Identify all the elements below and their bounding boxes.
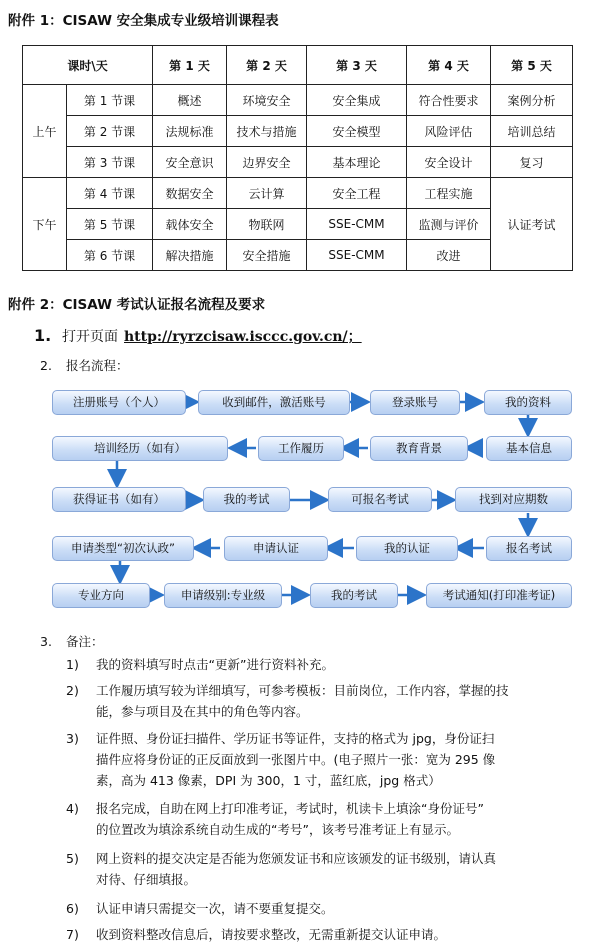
attachment-1-title: 附件 1：CISAW 安全集成专业级培训课程表	[8, 13, 279, 29]
table-cell: 风险评估	[407, 116, 491, 147]
step-label: 打开页面	[62, 329, 118, 345]
note-text	[96, 898, 600, 919]
note-item	[40, 924, 588, 945]
period-label: 第 5 节课	[67, 209, 153, 240]
table-cell: 复习	[491, 147, 573, 178]
table-cell: 数据安全	[153, 178, 227, 209]
flow-step-specialization: 专业方向	[52, 583, 150, 608]
note-number: 7)	[66, 927, 79, 942]
note-item	[40, 848, 588, 890]
flow-step-training-history: 培训经历（如有）	[52, 436, 228, 461]
note-number: 2)	[66, 683, 79, 698]
table-cell: 云计算	[227, 178, 307, 209]
note-number: 1)	[66, 657, 79, 672]
step-label: 报名流程：	[66, 358, 129, 373]
flow-step-my-exams: 我的考试	[203, 487, 290, 512]
day-header: 第 4 天	[407, 46, 491, 85]
table-cell: SSE-CMM	[307, 209, 407, 240]
table-cell: 工程实施	[407, 178, 491, 209]
flow-step-education: 教育背景	[370, 436, 468, 461]
corner-cell: 课时\天	[23, 46, 153, 85]
flow-step-find-session: 找到对应期数	[455, 487, 572, 512]
note-line: 工作履历填写较为详细填写，可参考模板：目前岗位，工作内容，掌握的技	[96, 683, 509, 698]
note-item	[40, 798, 588, 840]
day-header: 第 2 天	[227, 46, 307, 85]
note-number: 4)	[66, 801, 79, 816]
flow-step-register-exam: 报名考试	[486, 536, 572, 561]
period-label: 第 6 节课	[67, 240, 153, 271]
flow-step-exam-notice: 考试通知(打印准考证)	[426, 583, 572, 608]
note-text	[96, 680, 600, 722]
period-label: 第 4 节课	[67, 178, 153, 209]
table-cell: 基本理论	[307, 147, 407, 178]
flow-step-my-exams-2: 我的考试	[310, 583, 398, 608]
period-label: 第 1 节课	[67, 85, 153, 116]
table-cell: 符合性要求	[407, 85, 491, 116]
note-line: 网上资料的提交决定是否能为您颁发证书和应该颁发的证书级别，请认真	[96, 851, 497, 866]
period-label: 第 2 节课	[67, 116, 153, 147]
table-cell: 载体安全	[153, 209, 227, 240]
day-header: 第 1 天	[153, 46, 227, 85]
note-line: 的位置改为填涂系统自动生成的“考号”，该考号准考证上有显示。	[96, 822, 459, 837]
note-line: 描件应将身份证的正反面放到一张图片中。(电子照片一张：宽为 295 像	[96, 752, 496, 767]
flow-step-application-type: 申请类型“初次认政”	[52, 536, 194, 561]
note-line: 素，高为 413 像素，DPI 为 300，1 寸，蓝红底，jpg 格式）	[96, 773, 441, 788]
table-cell: 安全工程	[307, 178, 407, 209]
table-cell: 概述	[153, 85, 227, 116]
note-item	[40, 898, 588, 919]
note-text	[96, 728, 600, 791]
flow-step-apply-certification: 申请认证	[224, 536, 328, 561]
note-line: 能，参与项目及在其中的角色等内容。	[96, 704, 309, 719]
table-cell: 安全措施	[227, 240, 307, 271]
flow-step-login: 登录账号	[370, 390, 460, 415]
table-cell: 认证考试	[491, 178, 573, 271]
table-cell: 安全集成	[307, 85, 407, 116]
table-cell: 改进	[407, 240, 491, 271]
note-text	[96, 654, 600, 675]
step-number: 2.	[40, 358, 52, 373]
flow-step-work-history: 工作履历	[258, 436, 344, 461]
afternoon-label: 下午	[23, 178, 67, 271]
day-header: 第 5 天	[491, 46, 573, 85]
note-line: 我的资料填写时点击“更新”进行资料补充。	[96, 657, 334, 672]
flow-step-basic-info: 基本信息	[486, 436, 572, 461]
flow-step-activate-account: 收到邮件，激活账号	[198, 390, 350, 415]
table-cell: SSE-CMM	[307, 240, 407, 271]
step-number: 1.	[34, 326, 52, 345]
table-cell: 监测与评价	[407, 209, 491, 240]
note-text	[96, 924, 600, 945]
note-line: 证件照、身份证扫描件、学历证书等证件，支持的格式为 jpg，身份证扫	[96, 731, 495, 746]
flow-step-certificates: 获得证书（如有）	[52, 487, 186, 512]
note-number: 3)	[66, 731, 79, 746]
note-item	[40, 680, 588, 722]
note-item	[40, 728, 588, 791]
table-cell: 培训总结	[491, 116, 573, 147]
note-line: 对待、仔细填报。	[96, 872, 197, 887]
note-number: 6)	[66, 901, 79, 916]
day-header: 第 3 天	[307, 46, 407, 85]
note-line: 认证申请只需提交一次，请不要重复提交。	[96, 901, 334, 916]
table-cell: 环境安全	[227, 85, 307, 116]
note-text	[96, 798, 600, 840]
flow-step-apply-level: 申请级别:专业级	[164, 583, 282, 608]
morning-label: 上午	[23, 85, 67, 178]
note-text	[96, 848, 600, 890]
table-cell: 法规标准	[153, 116, 227, 147]
flow-step-my-certification: 我的认证	[356, 536, 458, 561]
note-line: 报名完成，自助在网上打印准考证，考试时，机读卡上填涂“身份证号”	[96, 801, 484, 816]
table-cell: 安全设计	[407, 147, 491, 178]
note-number: 5)	[66, 851, 79, 866]
note-line: 收到资料整改信息后，请按要求整改，无需重新提交认证申请。	[96, 927, 447, 942]
step-number: 3.	[40, 634, 52, 649]
table-cell: 物联网	[227, 209, 307, 240]
table-cell: 案例分析	[491, 85, 573, 116]
period-label: 第 3 节课	[67, 147, 153, 178]
table-cell: 边界安全	[227, 147, 307, 178]
table-cell: 安全模型	[307, 116, 407, 147]
note-item	[40, 654, 588, 675]
notes-label: 备注：	[66, 634, 104, 649]
attachment-2-title: 附件 2：CISAW 考试认证报名流程及要求	[8, 297, 266, 313]
flow-step-register-account: 注册账号（个人）	[52, 390, 186, 415]
notes-heading	[40, 632, 104, 650]
table-cell: 解决措施	[153, 240, 227, 271]
table-cell: 安全意识	[153, 147, 227, 178]
table-cell: 技术与措施	[227, 116, 307, 147]
flow-step-available-exams: 可报名考试	[328, 487, 432, 512]
flow-step-my-profile: 我的资料	[484, 390, 572, 415]
registration-url-link[interactable]: http://ryrzcisaw.isccc.gov.cn/；	[124, 329, 362, 345]
